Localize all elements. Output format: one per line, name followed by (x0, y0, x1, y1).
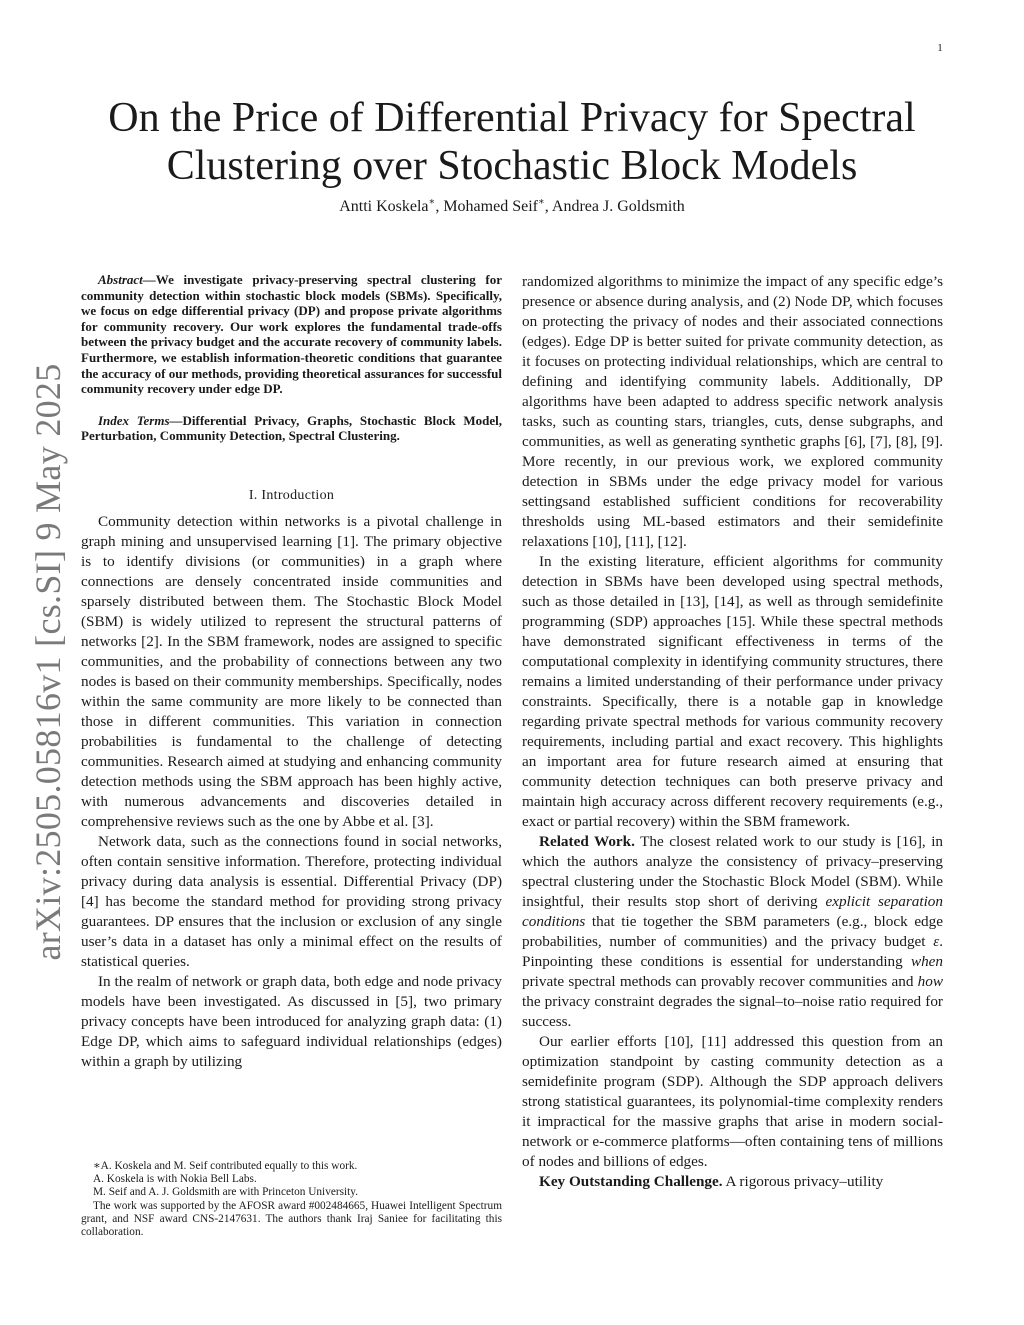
body-paragraph: Our earlier efforts [10], [11] addressed this question from an optimization standpoint by casting community detection as a semidefinite program (SDP). Although the SDP approach delivers strong statistical guarantees, its polynomial-time complexity renders it impractical for the massive graphs that arise in modern social-network or e-commerce platforms—often containing tens of millions of nodes and billions of edges. (522, 1033, 943, 1170)
text-run: The closest related work to our study is [16], in which the authors analyze the consistency of privacy–preserving spectral clustering under the Stochastic Block Model (SBM). While insightful, their results stop short of deriving (522, 833, 944, 910)
abstract-lead: Abstract— (98, 272, 156, 287)
abstract-text: We investigate privacy-preserving spectral clustering for community detection within stochastic block models (SBMs). Specifically, we focus on edge differential privacy (DP) and propose private algorithms for community recovery. Our work explores the fundamental trade-offs between the privacy budget and the accurate recovery of community labels. Furthermore, we establish information-theoretic conditions that guarantee the accuracy of our methods, providing theoretical assurances for successful community recovery under edge DP. (81, 272, 502, 397)
challenge-paragraph (522, 1172, 943, 1192)
related-work-paragraph (522, 832, 943, 1032)
body-paragraph: Network data, such as the connections found in social networks, often contain sensitive information. Therefore, protecting individual privacy during data analysis is essential. Differential Privacy (DP) [4] has become the standard method for providing strong privacy guarantees. DP ensures that the inclusion or exclusion of any single user’s data in a dataset has only a minimal effect on the results of statistical queries. (81, 832, 502, 970)
section-heading: I. Introduction (248, 487, 335, 503)
footnote: ∗A. Koskela and M. Seif contributed equally to this work. (93, 1160, 358, 1172)
author-separator: , (544, 198, 552, 215)
footnotes (81, 1160, 502, 1239)
equal-contribution-mark: ∗ (428, 196, 436, 208)
text-run: A rigorous privacy–utility (722, 1173, 884, 1190)
footnote: The work was supported by the AFOSR award #002484665, Huawei Intelligent Spectrum grant, and NSF award CNS-2147631. The authors thank Iraj Saniee for facilitating this collaboration. (81, 1199, 502, 1239)
body-paragraph: randomized algorithms to minimize the impact of any specific edge’s presence or absence during analysis, and (2) Node DP, which focuses on protecting the privacy of nodes and their associated connections (edges). Edge DP is better suited for private community detection, as it focuses on protecting individual relationships, which are central to defining and identifying community labels. Additionally, DP algorithms have been adapted to address specific network analysis tasks, such as counting stars, triangles, cuts, dense subgraphs, and communities, as well as generating synthetic graphs [6], [7], [8], [9]. More recently, in our previous work, we explored community detection in SBMs under the edge privacy model for various settingsand established sufficient conditions for recoverability thresholds using ML-based estimators and their semidefinite relaxations [10], [11], [12]. (522, 273, 943, 550)
right-column (522, 272, 943, 1192)
body-paragraph: In the realm of network or graph data, both edge and node privacy models have been investigated. As discussed in [5], two primary privacy concepts have been introduced for analyzing graph data: (1) Edge DP, which aims to safeguard individual relationships (edges) within a graph by utilizing (81, 972, 502, 1070)
body-paragraph: Community detection within networks is a pivotal challenge in graph mining and unsupervised learning [1]. The primary objective is to identify divisions (or communities) in a graph where connections are densely concentrated inside communities and sparsely distributed between them. The Stochastic Block Model (SBM) is widely utilized to represent the structural patterns of networks [2]. In the SBM framework, nodes are assigned to specific communities, and the probability of connections between any two nodes is based on their community memberships. Specifically, nodes within the same community are more likely to be connected than those in different communities. This variation in connection probabilities is fundamental to the challenge of detecting communities. Research aimed at studying and enhancing community detection methods using the SBM approach has been highly active, with numerous advancements and discoveries detailed in comprehensive reviews such as the one by Abbe et al. [3]. (81, 512, 502, 830)
text-run: private spectral methods can provably recover communities and (522, 973, 918, 990)
author-list (60, 198, 964, 216)
paper-title: On the Price of Differential Privacy for Spectral Clustering over Stochastic Block Models (108, 95, 916, 189)
index-terms-text: Differential Privacy, Graphs, Stochastic Block Model, Perturbation, Community Detection, Spectral Clustering. (81, 412, 502, 444)
author-separator: , (435, 198, 444, 215)
equal-contribution-mark: ∗ (537, 196, 545, 208)
text-run: the privacy constraint degrades the signal–to–noise ratio required for success. (522, 993, 943, 1030)
emphasis: how (917, 973, 943, 990)
text-run: . Pinpointing these conditions is essential for understanding (522, 933, 943, 970)
arxiv-stamp: arXiv:2505.05816v1 [cs.SI] 9 May 2025 (28, 363, 68, 961)
page-number: 1 (937, 42, 943, 54)
footnote: A. Koskela is with Nokia Bell Labs. (93, 1173, 257, 1186)
emphasis: when (910, 953, 943, 970)
author-2: Mohamed Seif (443, 198, 538, 215)
left-column (81, 272, 502, 1072)
abstract (81, 272, 502, 397)
body-paragraph: In the existing literature, efficient algorithms for community detection in SBMs have been developed using spectral methods, such as those detailed in [13], [14], as well as through semidefinite programming (SDP) approaches [15]. While these spectral methods have demonstrated significant effectiveness in terms of the computational complexity in identifying community structures, there remains a limited understanding of their performance under privacy constraints. Specifically, there is a notable gap in knowledge regarding private spectral methods for various community recovery requirements, including partial and exact recovery. This highlights an important area for future research aimed at ensuring that community detection techniques can both preserve privacy and maintain high accuracy across different recovery requirements (e.g., exact or partial recovery) within the SBM framework. (522, 553, 943, 830)
author-3: Andrea J. Goldsmith (551, 198, 685, 215)
author-1: Antti Koskela (339, 198, 429, 215)
index-terms-lead: Index Terms— (98, 412, 183, 428)
index-terms (81, 413, 502, 444)
text-run: that tie together the SBM parameters (e.g., block edge probabilities, number of communities) and the privacy budget (522, 913, 943, 950)
epsilon-symbol: ε (933, 933, 940, 950)
paragraph-lead: Key Outstanding Challenge. (539, 1173, 723, 1190)
paragraph-lead: Related Work. (539, 833, 635, 850)
emphasis: explicit separation conditions (522, 893, 943, 930)
footnote: M. Seif and A. J. Goldsmith are with Princeton University. (93, 1186, 359, 1199)
